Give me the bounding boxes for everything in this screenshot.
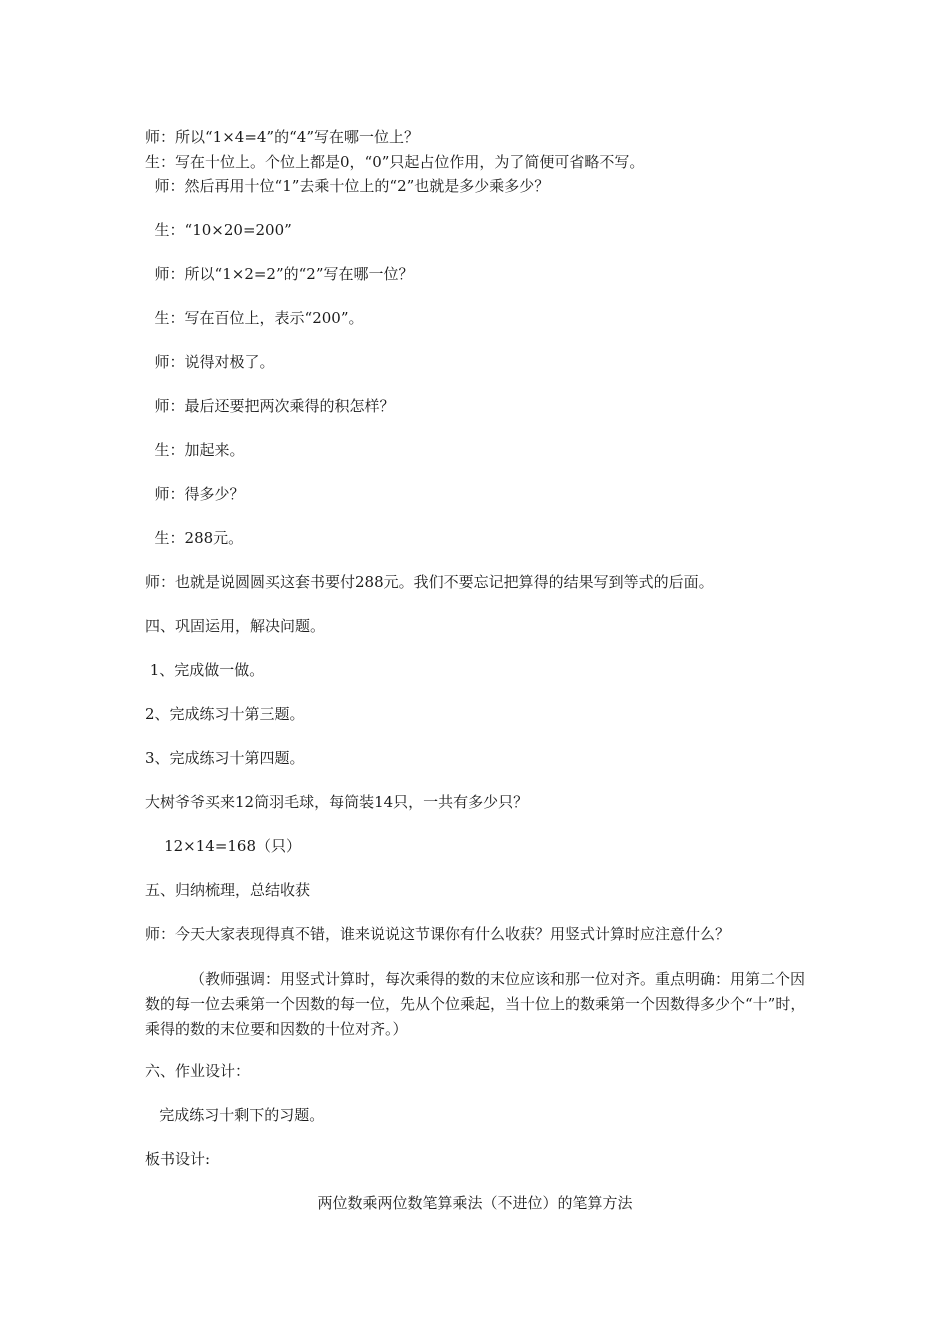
text-line: 师：然后再用十位“1”去乘十位上的“2”也就是多少乘多少？ [145,177,550,195]
text-line: 师：所以“1×2=2”的“2”写在哪一位？ [145,265,414,283]
text-line: 生：“10×20=200” [145,221,292,239]
text-line: 师：所以“1×4=4”的“4”写在哪一位上？ [145,128,419,146]
text-line: 大树爷爷买来12筒羽毛球，每筒装14只，一共有多少只？ [145,793,529,811]
text-line: 板书设计: [145,1150,211,1168]
text-line: 完成练习十剩下的习题。 [145,1106,325,1124]
note-paragraph: （教师强调：用竖式计算时，每次乘得的数的末位应该和那一位对齐。重点明确：用第二个因数的每一位去乘第一个因数的每一位，先从个位乘起，当十位上的数乘第一个因数得多少个“十”时，乘得的数的末位要和因数的十位对齐。） [145,970,806,1038]
text-line: 师：最后还要把两次乘得的积怎样？ [145,397,395,415]
text-line: 师：今天大家表现得真不错，谁来说说这节课你有什么收获？用竖式计算时应注意什么？ [145,925,731,943]
list-item: 2、完成练习十第三题。 [145,705,305,723]
list-item: 1、完成做一做。 [145,661,265,679]
text-line: 生：288元。 [145,529,244,547]
equation-line: 12×14=168（只） [145,837,302,855]
text-line: 师：也就是说圆圆买这套书要付288元。我们不要忘记把算得的结果写到等式的后面。 [145,573,714,591]
section-heading: 五、归纳梳理，总结收获 [145,881,311,899]
section-heading: 六、作业设计： [145,1062,251,1080]
text-line: 师：得多少？ [145,485,245,503]
text-line: 生：加起来。 [145,441,245,459]
section-heading: 四、巩固运用，解决问题。 [145,617,326,635]
board-title: 两位数乘两位数笔算乘法（不进位）的笔算方法 [317,1194,633,1212]
text-line: 生：写在百位上，表示“200”。 [145,309,364,327]
text-line: 生：写在十位上。个位上都是0，“0”只起占位作用，为了简便可省略不写。 [145,153,645,171]
list-item: 3、完成练习十第四题。 [145,749,305,767]
text-line: 师：说得对极了。 [145,353,275,371]
